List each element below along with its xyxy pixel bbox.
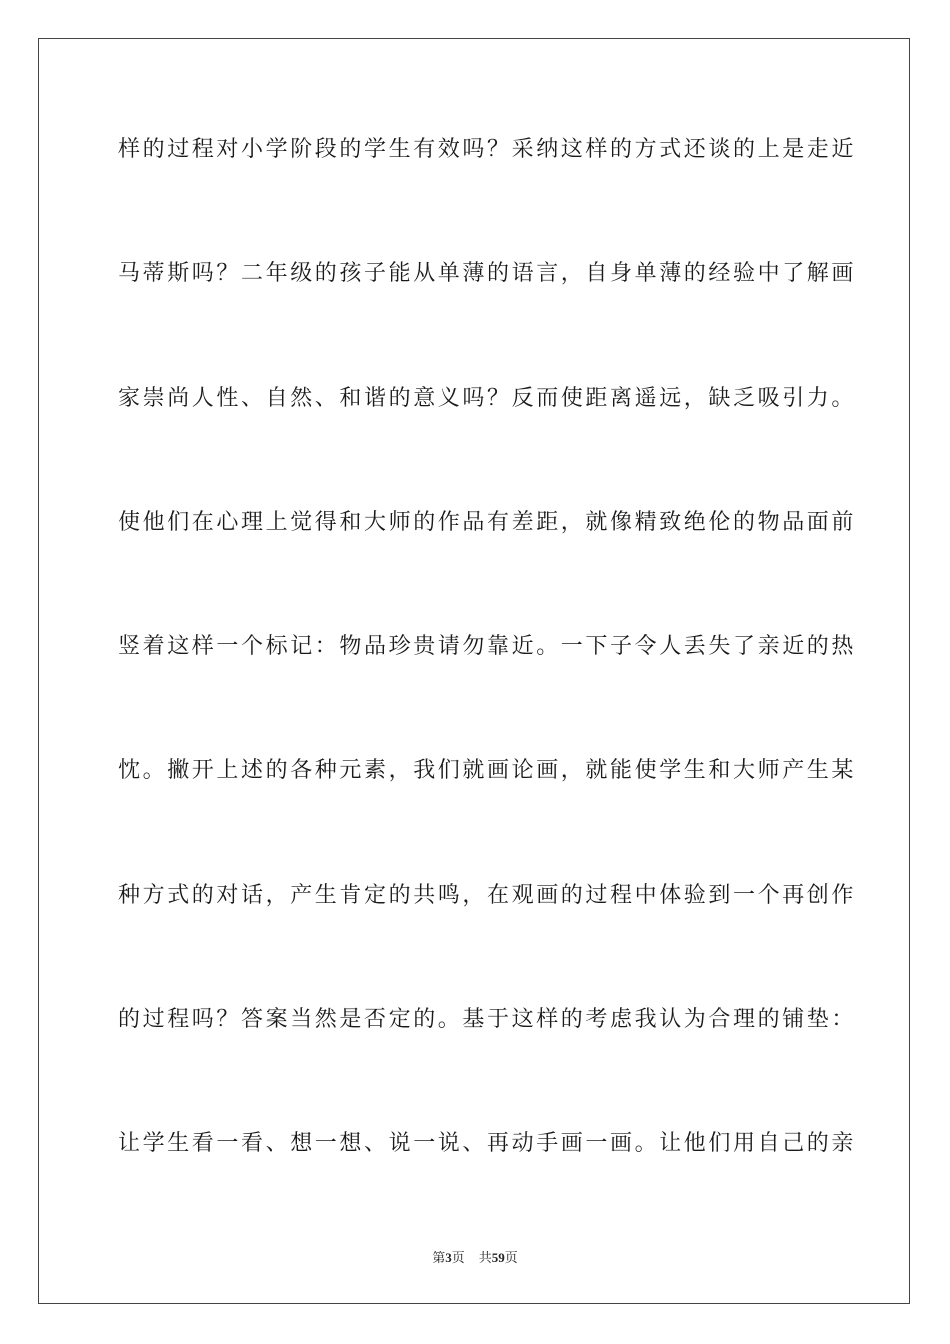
total-pages: 59 — [491, 1250, 505, 1265]
text-line: 家崇尚人性、自然、和谐的意义吗？反而使距离遥远，缺乏吸引力。 — [118, 385, 857, 411]
text-line: 竖着这样一个标记：物品珍贵请勿靠近。一下子令人丢失了亲近的热 — [118, 634, 857, 660]
text-line: 让学生看一看、想一想、说一说、再动手画一画。让他们用自己的亲 — [118, 1131, 857, 1157]
total-prefix: 共 — [478, 1251, 492, 1266]
page-number: 3 — [445, 1250, 452, 1265]
total-suffix: 页 — [504, 1251, 518, 1266]
page-prefix: 第 — [432, 1251, 446, 1266]
text-line: 马蒂斯吗？二年级的孩子能从单薄的语言，自身单薄的经验中了解画 — [118, 261, 857, 287]
text-line: 忱。撇开上述的各种元素，我们就画论画，就能使学生和大师产生某 — [118, 758, 857, 784]
page-footer — [0, 1247, 950, 1266]
text-line: 样的过程对小学阶段的学生有效吗？采纳这样的方式还谈的上是走近 — [118, 137, 857, 162]
document-body — [118, 128, 857, 1247]
text-line: 使他们在心理上觉得和大师的作品有差距，就像精致绝伦的物品面前 — [118, 509, 857, 535]
text-line: 的过程吗？答案当然是否定的。基于这样的考虑我认为合理的铺垫： — [118, 1007, 857, 1033]
text-line: 种方式的对话，产生肯定的共鸣，在观画的过程中体验到一个再创作 — [118, 882, 857, 908]
page-suffix: 页 — [451, 1251, 465, 1266]
